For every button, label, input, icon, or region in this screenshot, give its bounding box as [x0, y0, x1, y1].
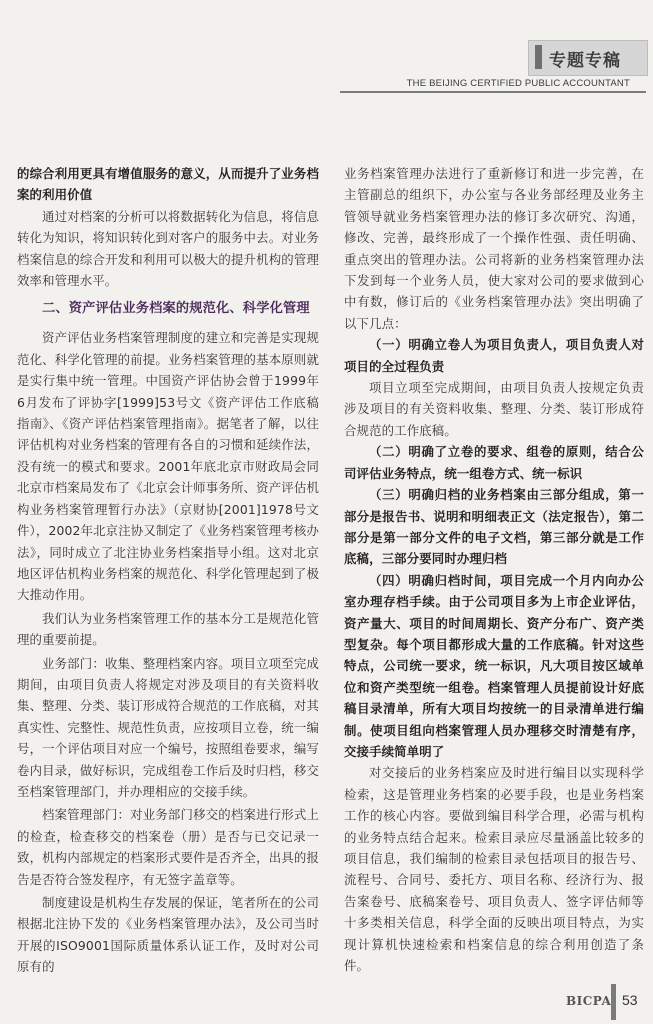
paragraph: 资产评估业务档案管理制度的建立和完善是实现规范化、科学化管理的前提。业务档案管理的基本原则就是实行集中统一管理。中国资产评估协会曾于1999年6月发布了评协字[1999]53号文《资产评估工作底稿指南》、《资产评估档案管理指南》。据笔者了解，以往评估机构对业务档案的管理有各自的习惯和延续作法，没有统一的模式和要求。2001年底北京市财政局会同北京市档案局发布了《北京会计师事务所、资产评估机构业务档案管理暂行办法》（京财协[2001]1978号文件），2002年北京注协又制定了《业务档案管理考核办法》，同时成立了北注协业务档案指导小组。这对北京地区评估机构业务档案的规范化、科学化管理起到了极大推动作用。 [17, 330, 319, 603]
footer-divider [611, 984, 616, 1020]
header-accent-bar [535, 45, 542, 69]
section-header-tab [528, 40, 648, 76]
header-rule [340, 91, 646, 93]
paragraph: 档案管理部门：对业务部门移交的档案进行形式上的检查，检查移交的档案卷（册）是否与已交记录一致，机构内部规定的档案形式要件是否齐全，出具的报告是否符合签发程序，有无签字盖章等。 [17, 807, 319, 887]
page-number: 53 [622, 992, 638, 1008]
section-title: 专题专稿 [549, 51, 621, 71]
paragraph: 我们认为业务档案管理工作的基本分工是规范化管理的重要前提。 [17, 610, 319, 648]
journal-name: THE BEIJING CERTIFIED PUBLIC ACCOUNTANT [406, 78, 630, 89]
bold-subheading: （一）明确立卷人为项目负责人，项目负责人对项目的全过程负责 [344, 337, 644, 374]
footer-brand: BICPA [566, 994, 612, 1008]
paragraph: 制度建设是机构生存发展的保证，笔者所在的公司根据北注协下发的《业务档案管理办法》，及公司当时开展的ISO9001国际质量体系认证工作，及时对公司原有的 [17, 895, 319, 975]
paragraph: 对交接后的业务档案应及时进行编目以实现科学检索，这是管理业务档案的必要手段，也是业务档案工作的核心内容。要做到编目科学合理，必需与机构的业务特点结合起来。检索目录应尽量涵盖比较多的项目信息，我们编制的检索目录包括项目的报告号、流程号、合同号、委托方、项目名称、经济行为、报告案卷号、底稿案卷号、项目负责人、签字评估师等十多类相关信息，科学全面的反映出项目特点，为实现计算机快速检索和档案信息的综合利用创造了条件。 [344, 765, 644, 974]
paragraph: 业务档案管理办法进行了重新修订和进一步完善，在主管副总的组织下，办公室与各业务部经理及业务主管领导就业务档案管理办法的修订多次研究、沟通，修改、完善，最终形成了一个操作性强、责任明确、重点突出的管理办法。公司将新的业务档案管理办法下发到每一个业务人员，使大家对公司的要求做到心中有数，修订后的《业务档案管理办法》突出明确了以下几点： [344, 166, 644, 331]
bold-subheading: （二）明确了立卷的要求、组卷的原则，结合公司评估业务特点，统一组卷方式、统一标识 [344, 444, 644, 481]
right-column [344, 163, 644, 976]
paragraph: 通过对档案的分析可以将数据转化为信息，将信息转化为知识，将知识转化到对客户的服务中去。对业务档案信息的综合开发和利用可以极大的提升机构的管理效率和管理水平。 [17, 208, 319, 289]
bold-subheading: （四）明确归档时间，项目完成一个月内向办公室办理存档手续。由于公司项目多为上市企业评估，资产量大、项目的时间周期长、资产分布广、资产类型复杂。每个项目都形成大量的工作底稿。针对这些特点，公司统一要求，统一标识，凡大项目按区域单位和资产类型统一组卷。档案管理人员提前设计好底稿目录清单，所有大项目均按统一的目录清单进行编制。使项目组向档案管理人员办理移交时清楚有序，交接手续简单明了 [344, 572, 644, 759]
continued-heading: 的综合利用更具有增值服务的意义，从而提升了业务档案的利用价值 [17, 166, 319, 203]
section-heading: 二、资产评估业务档案的规范化、科学化管理 [42, 301, 310, 317]
paragraph: 项目立项至完成期间，由项目负责人按规定负责涉及项目的有关资料收集、整理、分类、装订形成符合规范的工作底稿。 [344, 380, 644, 438]
paragraph: 业务部门：收集、整理档案内容。项目立项至完成期间，由项目负责人将规定对涉及项目的有关资料收集、整理、分类、装订形成符合规范的工作底稿，对其真实性、完整性、规范性负责，应按项目立卷，统一编号，一个评估项目对应一个编号，按照组卷要求，编写卷内目录，做好标识，完成组卷工作后及时归档，移交至档案管理部门，并办理相应的交接手续。 [17, 655, 319, 799]
bold-subheading: （三）明确归档的业务档案由三部分组成，第一部分是报告书、说明和明细表正文（法定报告），第二部分是第一部分文件的电子文档，第三部分就是工作底稿，三部分要同时办理归档 [344, 487, 644, 567]
left-column [17, 163, 319, 978]
